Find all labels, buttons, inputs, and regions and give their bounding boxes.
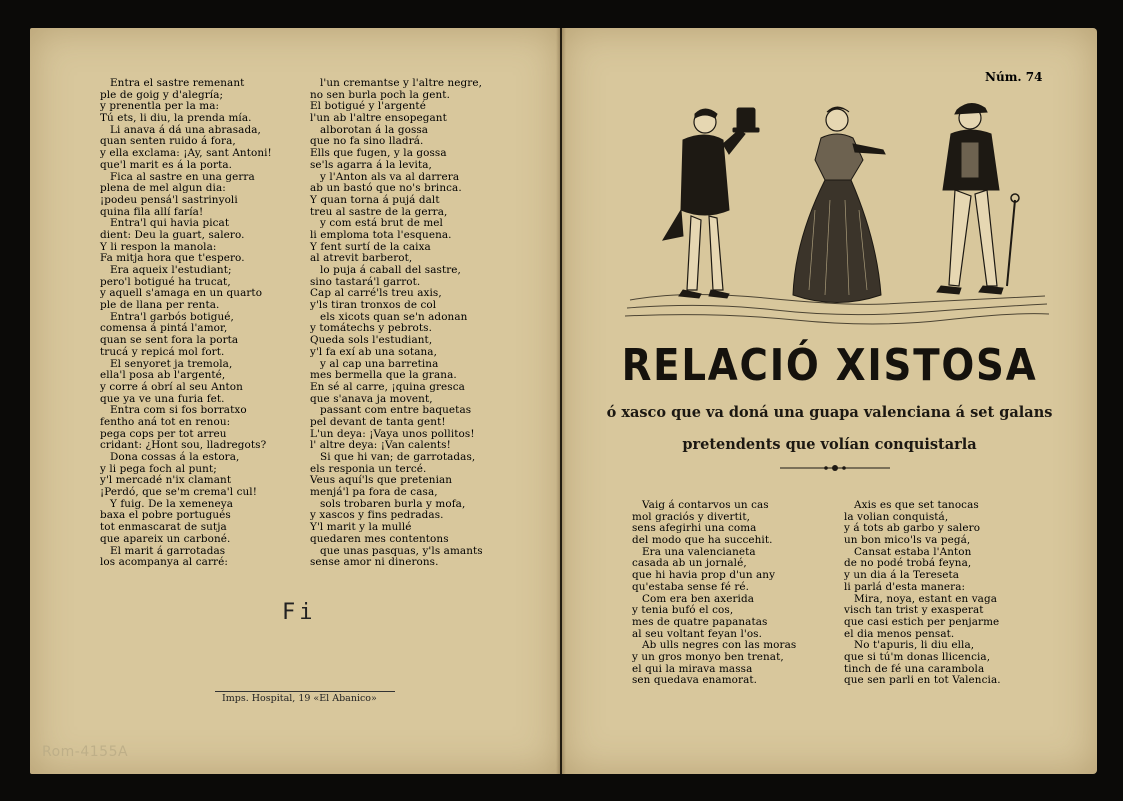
poem-line: tinch de fé una carambola	[844, 662, 985, 675]
poem-line: comensa á pintá l'amor,	[100, 322, 228, 335]
printer-imprint: Imps. Hospital, 19 «El Abanico»	[222, 693, 377, 704]
poem-line: dient: Deu la guart, salero.	[100, 228, 245, 241]
poem-line: El botigué y l'argenté	[310, 100, 426, 113]
poem-line: els xicots quan se'n adonan	[320, 310, 468, 323]
poem-line: ple de goig y d'alegría;	[100, 88, 224, 101]
poem-line: y li pega foch al punt;	[100, 462, 217, 475]
poem-line: que ya ve una furia fet.	[100, 392, 225, 405]
poem-line: Ells que fugen, y la gossa	[310, 147, 447, 160]
poem-line: passant com entre baquetas	[320, 404, 472, 417]
poem-line: Entra'l qui havia picat	[110, 217, 230, 230]
poem-line: y xascos y fins pedradas.	[310, 509, 444, 522]
poem-line: quedaren mes contentons	[310, 532, 449, 545]
poem-line: y prenentla per la ma:	[100, 100, 220, 113]
poem-line: lo puja á caball del sastre,	[320, 264, 461, 276]
poem-line: y un dia á la Tereseta	[844, 569, 960, 582]
poem-line: Li anava á dá una abrasada,	[110, 123, 261, 136]
poem-line: els responia un tercé.	[310, 462, 427, 475]
poem-line: Y fuig. De la xemeneya	[110, 497, 234, 510]
poem-line: Queda sols l'estudiant,	[310, 334, 433, 347]
poem-line: y corre á obrí al seu Anton	[100, 380, 243, 393]
poem-line: Cansat estaba l'Anton	[854, 545, 972, 558]
poem-line: y'l fa exí ab una sotana,	[310, 345, 438, 358]
poem-line: casada ab un jornalé,	[632, 557, 747, 570]
poem-line: Veus aquí'ls que pretenian	[310, 474, 453, 487]
poem-line: y un gros monyo ben trenat,	[632, 650, 784, 663]
poem-line: que unas pasquas, y'ls amants	[320, 544, 483, 557]
poem-line: No t'apuris, li diu ella,	[854, 639, 975, 652]
poem-line: El marit á garrotadas	[110, 544, 226, 557]
poem-line: y á tots ab garbo y salero	[844, 522, 981, 535]
document-title: RELACIÓ XISTOSA	[621, 340, 1038, 391]
imprint-rule	[215, 691, 395, 692]
subtitle-line-1: ó xasco que va doná una guapa valenciana á set galans	[606, 404, 1053, 421]
poem-line: el dia menos pensat.	[844, 627, 955, 640]
poem-line: Fica al sastre en una gerra	[110, 170, 255, 183]
poem-line: el qui la mirava massa	[632, 662, 753, 675]
poem-line: pega cops per tot arreu	[100, 427, 227, 440]
fi-ending: Fi	[282, 600, 317, 625]
poem-line: al atrevit barberot,	[310, 252, 413, 265]
poem-line: Y li respon la manola:	[100, 240, 217, 253]
poem-line: treu al sastre de la gerra,	[310, 205, 448, 218]
poem-line: Entra el sastre remenant	[110, 77, 245, 89]
poem-line: l'un cremantse y l'altre negre,	[320, 77, 482, 89]
poem-line: Mira, noya, estant en vaga	[854, 592, 998, 605]
poem-line: y ella exclama: ¡Ay, sant Antoni!	[100, 147, 272, 160]
poem-line: los acompanya al carré:	[100, 556, 228, 569]
poem-line: que no fa sino lladrá.	[310, 135, 424, 148]
poem-line: y com está brut de mel	[320, 217, 443, 230]
poem-line: ella'l posa ab l'argenté,	[100, 369, 226, 382]
poem-line: pel devant de tanta gent!	[310, 415, 446, 428]
poem-line: y tomátechs y pebrots.	[310, 322, 432, 335]
poem-line: baxa el pobre portugués	[100, 509, 231, 522]
poem-line: Tú ets, li diu, la prenda mía.	[100, 112, 252, 125]
right-poem-column-1	[632, 500, 796, 687]
poem-line: que s'anava ja movent,	[310, 392, 433, 405]
poem-line: y al cap una barretina	[320, 357, 439, 370]
right-poem-column-2	[844, 500, 1001, 687]
poem-line: Dona cossas á la estora,	[110, 451, 240, 463]
poem-line: Com era ben axerida	[642, 592, 755, 605]
poem-line: sens afegirhi una coma	[632, 522, 757, 535]
poem-line: la volian conquistá,	[844, 510, 949, 523]
poem-line: se'ls agarra á la levita,	[310, 158, 432, 171]
poem-line: sols trobaren burla y mofa,	[320, 497, 466, 510]
poem-line: Cap al carré'ls treu axis,	[310, 287, 442, 300]
poem-line: y l'Anton als va al darrera	[320, 170, 460, 183]
poem-line: quan se sent fora la porta	[100, 334, 239, 347]
poem-line: cridant: ¿Hont sou, lladregots?	[100, 439, 267, 452]
poem-line: y tenia bufó el cos,	[632, 604, 734, 617]
poem-line: li emploma tota l'esquena.	[310, 228, 452, 241]
poem-line: quina fila allí faría!	[100, 205, 204, 218]
poem-line: visch tan trist y exasperat	[844, 604, 984, 617]
poem-line: mes de quatre papanatas	[632, 615, 768, 628]
poem-line: El senyoret ja tremola,	[110, 357, 233, 370]
poem-line: ab un bastó que no's brinca.	[310, 182, 462, 195]
poem-line: l'un ab l'altre ensopegant	[310, 112, 447, 125]
poem-line: de no podé trobá feyna,	[844, 557, 972, 570]
poem-line: Vaig á contarvos un cas	[642, 499, 769, 511]
poem-line: Era una valencianeta	[642, 545, 756, 558]
catalog-pencil-mark: Rom-4155A	[42, 744, 129, 760]
poem-line: Si que hi van; de garrotadas,	[320, 451, 476, 463]
poem-line: quan senten ruido á fora,	[100, 135, 236, 148]
poem-line: plena de mel algun dia:	[100, 182, 226, 195]
poem-line: sen quedava enamorat.	[632, 674, 758, 687]
poem-line: del modo que ha succehit.	[632, 534, 773, 547]
poem-line: Entra com si fos borratxo	[110, 404, 247, 417]
poem-line: mes bermella que la grana.	[310, 369, 457, 382]
poem-line: que apareix un carboné.	[100, 532, 231, 545]
poem-line: pero'l botigué ha trucat,	[100, 275, 231, 288]
poem-line: que hi havia prop d'un any	[632, 569, 776, 582]
poem-line: menjá'l pa fora de casa,	[310, 486, 438, 499]
poem-line: qu'estaba sense fé ré.	[632, 580, 750, 593]
poem-line: li parlá d'esta manera:	[844, 580, 966, 593]
poem-line: sino tastará'l garrot.	[310, 275, 421, 288]
poem-line: alborotan á la gossa	[320, 123, 429, 136]
poem-line: ¡Perdó, que se'm crema'l cul!	[100, 486, 257, 499]
poem-line: ¡podeu pensá'l sastrinyoli	[100, 193, 238, 206]
poem-line: mol graciós y divertit,	[632, 510, 750, 523]
poem-line: Y quan torna á pujá dalt	[310, 193, 440, 206]
poem-line: que'l marit es á la porta.	[100, 158, 233, 171]
subtitle-line-2: pretendents que volían conquistarla	[682, 436, 977, 453]
poem-line: ple de llana per renta.	[100, 299, 220, 312]
issue-number: Núm. 74	[985, 70, 1043, 84]
left-poem-column-1	[100, 78, 272, 569]
poem-line: Ab ulls negres con las moras	[642, 639, 797, 652]
poem-line: Y fent surtí de la caixa	[310, 240, 431, 253]
poem-line: y aquell s'amaga en un quarto	[100, 287, 263, 300]
poem-line: trucá y repicá mol fort.	[100, 345, 225, 358]
poem-line: Axis es que set tanocas	[854, 499, 979, 511]
poem-line: En sé al carre, ¡quina gresca	[310, 380, 465, 393]
ornament-divider	[780, 462, 890, 474]
poem-line: y'l mercadé n'ix clamant	[100, 474, 232, 487]
poem-line: Fa mitja hora que t'espero.	[100, 252, 245, 265]
engraving-three-figures	[625, 90, 1050, 325]
poem-line: fentho aná tot en renou:	[100, 415, 231, 428]
figure-lady	[793, 107, 885, 303]
poem-line: Era aqueix l'estudiant;	[110, 264, 232, 276]
poem-line: l' altre deya: ¡Van calents!	[310, 439, 451, 452]
poem-line: que casi estich per penjarme	[844, 615, 1000, 628]
poem-line: y'ls tiran tronxos de col	[310, 299, 437, 312]
figure-young-man-with-cane	[937, 103, 1019, 294]
page-fold	[556, 28, 566, 774]
poem-line: no sen burla poch la gent.	[310, 88, 450, 101]
poem-line: tot enmascarat de sutja	[100, 521, 227, 534]
poem-line: que si tú'm donas llicencia,	[844, 650, 991, 663]
left-poem-column-2	[310, 78, 483, 569]
poem-line: que sen parli en tot Valencia.	[844, 674, 1001, 687]
poem-line: un bon mico'ls va pegá,	[844, 534, 971, 547]
poem-line: L'un deya: ¡Vaya unos pollitos!	[310, 427, 475, 440]
poem-line: sense amor ni dinerons.	[310, 556, 439, 569]
figure-gentleman-with-hat	[663, 108, 759, 298]
poem-line: Entra'l garbós botigué,	[110, 310, 234, 323]
poem-line: Y'l marit y la mullé	[310, 521, 412, 534]
poem-line: al seu voltant feyan l'os.	[632, 627, 763, 640]
